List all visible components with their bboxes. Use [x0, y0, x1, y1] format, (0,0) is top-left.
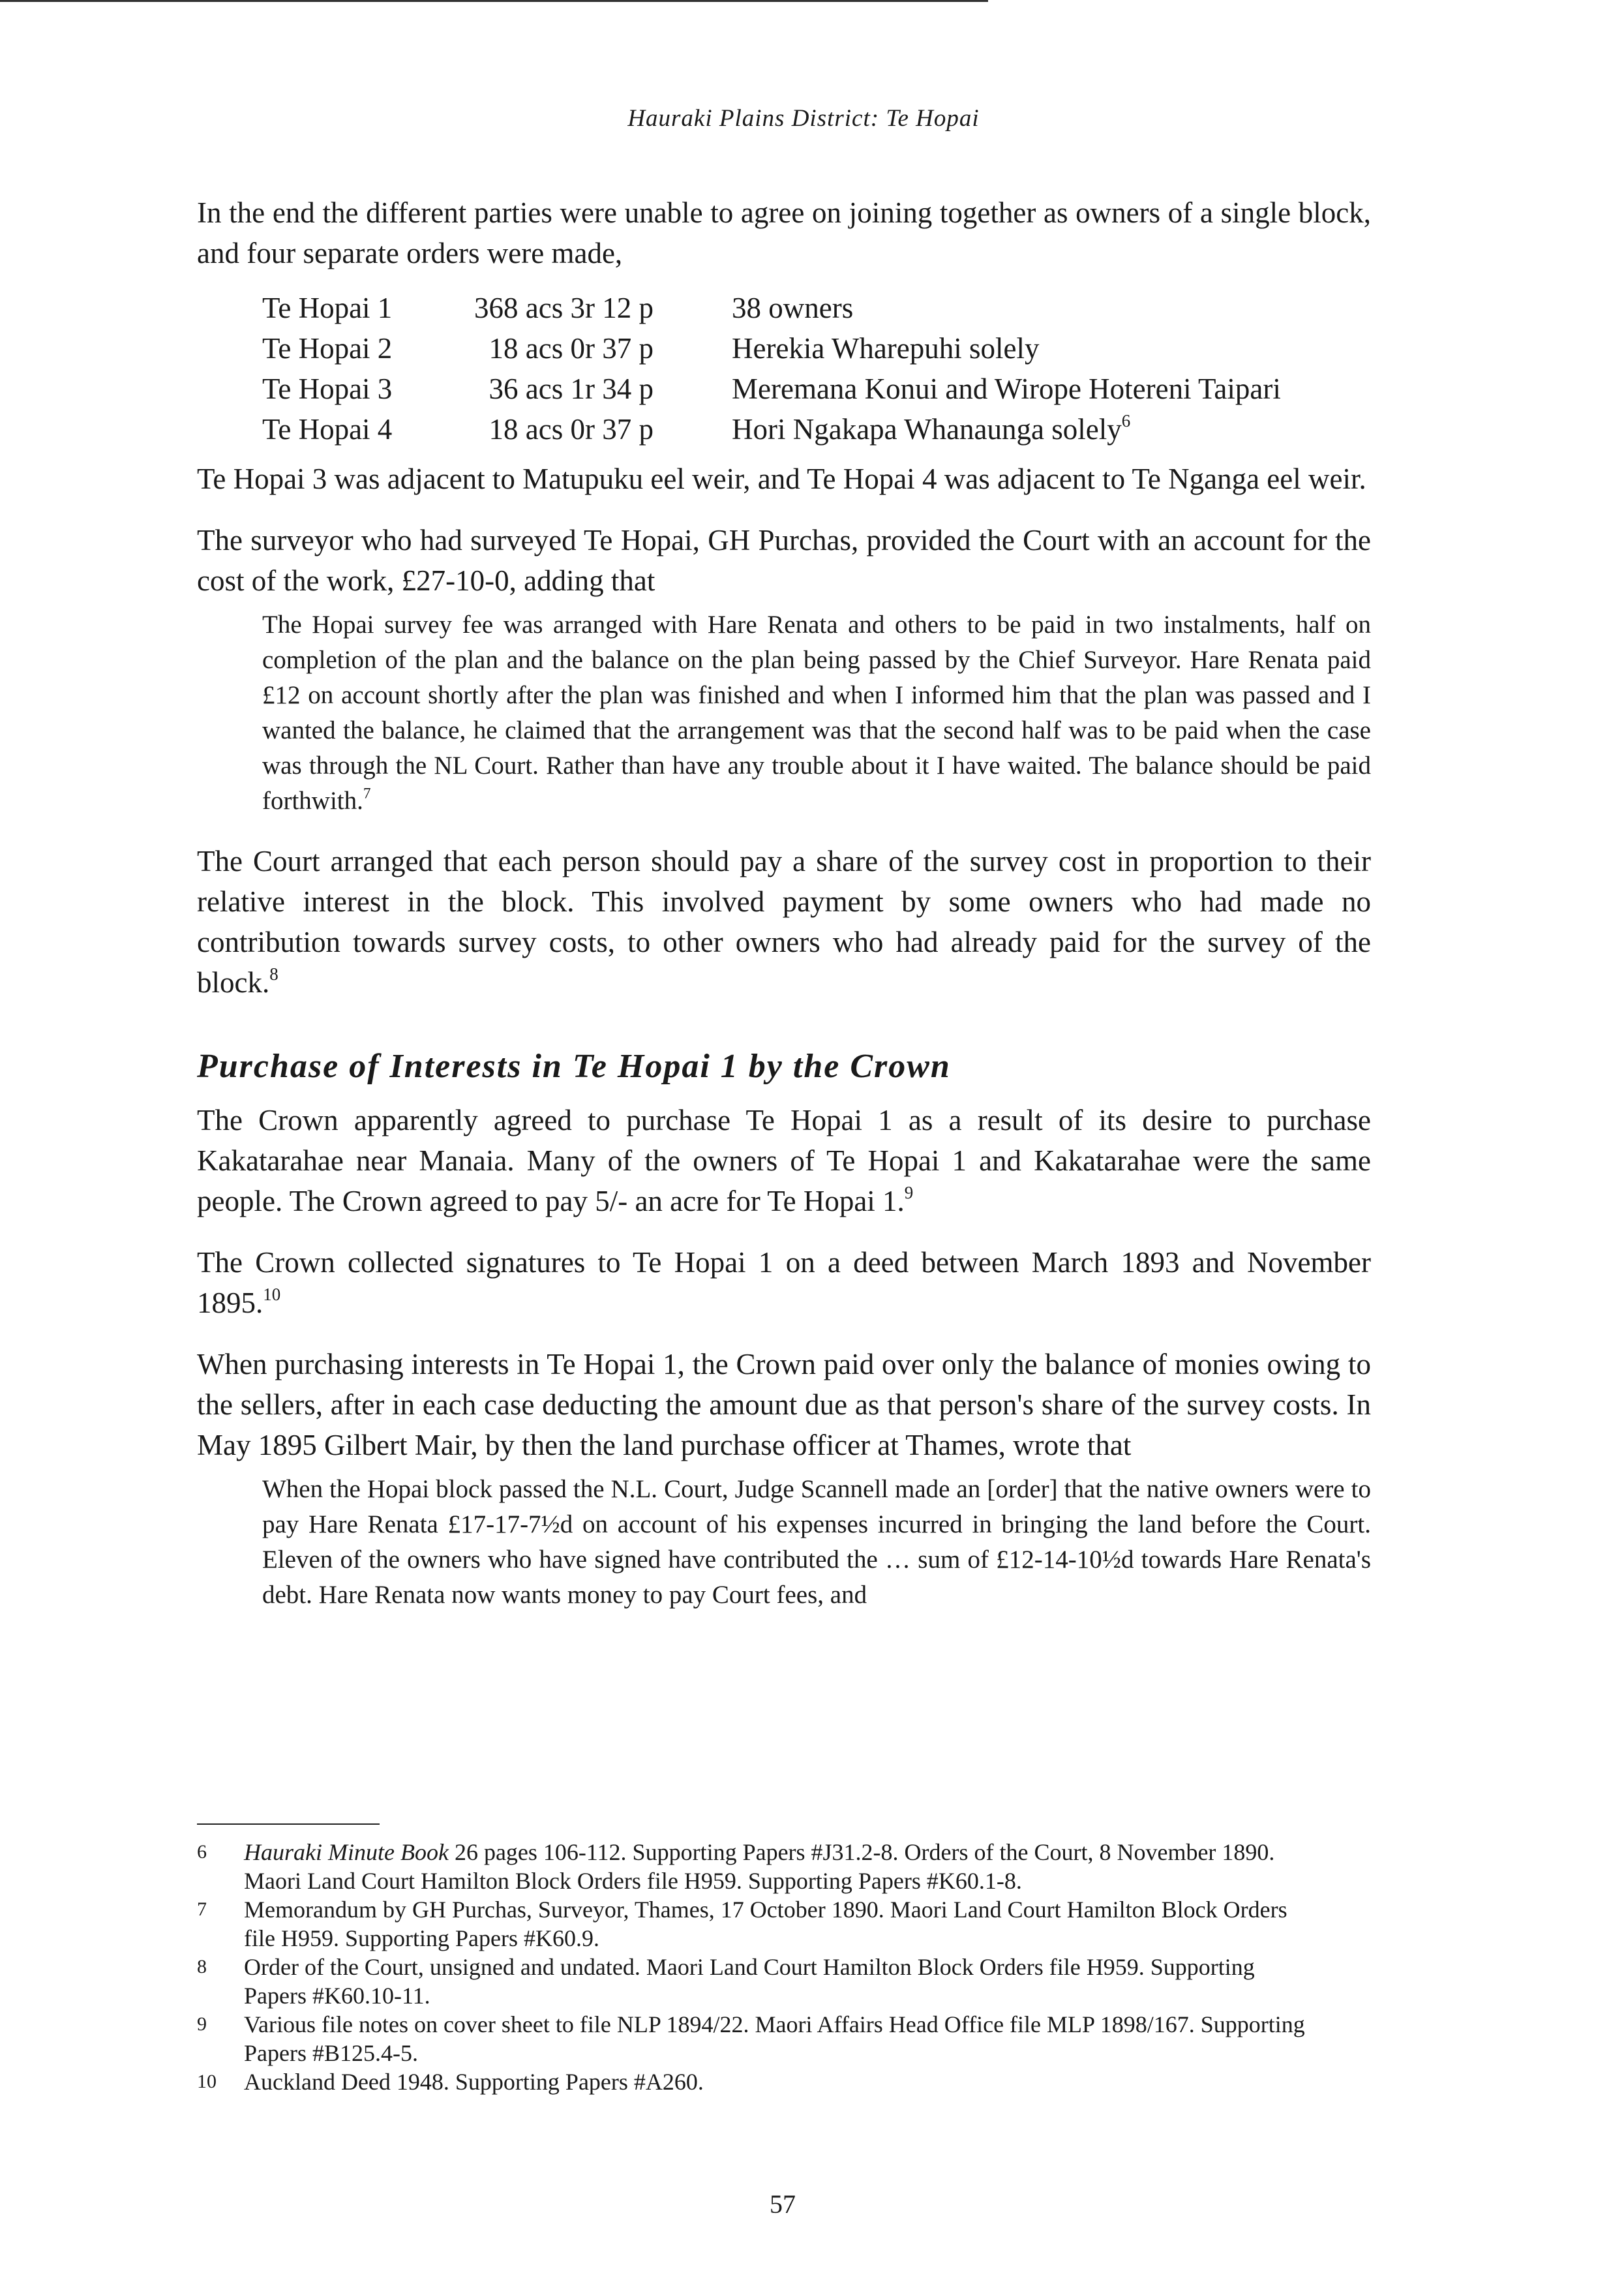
paragraph-3: The surveyor who had surveyed Te Hopai, GH Purchas, provided the Court with an account for the cost of the work, £27-10-0, adding that [197, 524, 1371, 597]
footnote-list [197, 1838, 1306, 2096]
footnote-body: Various file notes on cover sheet to file NLP 1894/22. Maori Affairs Head Office file MLP 1898/167. Supporting Papers #B125.4-5. [244, 2011, 1305, 2066]
footnote-number: 7 [197, 1898, 207, 1920]
footnote-text [244, 1838, 1306, 1895]
order-block-name: Te Hopai 3 [262, 373, 393, 405]
paragraph-2: Te Hopai 3 was adjacent to Matupuku eel weir, and Te Hopai 4 was adjacent to Te Nganga eel weir. [197, 463, 1366, 495]
footnote-number: 9 [197, 2013, 207, 2035]
order-area: 18 acs 0r 37 p [489, 413, 654, 446]
page-number: 57 [770, 2189, 796, 2219]
order-area-cell [464, 369, 732, 409]
footnote-7 [197, 1895, 1306, 1953]
footnote-6 [197, 1838, 1306, 1895]
footnote-ref-9: 9 [904, 1183, 914, 1203]
order-area-cell [464, 288, 732, 328]
footnote-text [244, 2010, 1306, 2067]
footnote-text [244, 1953, 1306, 2010]
order-owners: 38 owners [732, 292, 854, 324]
footnote-ref-7: 7 [363, 785, 371, 802]
footnote-ref-10: 10 [263, 1285, 281, 1305]
orders-table [262, 288, 1281, 450]
paragraph-6-text: The Crown collected signatures to Te Hopai 1 on a deed between March 1893 and November 1895. [197, 1246, 1371, 1319]
footnote-body: Auckland Deed 1948. Supporting Papers #A260. [244, 2069, 704, 2095]
order-row [262, 369, 1281, 409]
paragraph-5 [197, 1100, 1371, 1221]
quote-surveyor [262, 607, 1371, 819]
paragraph-6 [197, 1242, 1371, 1323]
footnote-number: 6 [197, 1841, 207, 1863]
order-area: 36 acs 1r 34 p [489, 373, 654, 405]
footnote-body: 26 pages 106-112. Supporting Papers #J31.2-8. Orders of the Court, 8 November 1890. Maori Land Court Hamilton Block Orders file H959. Supporting Papers #K60.1-8. [244, 1839, 1275, 1894]
order-footnote-ref: 6 [1121, 411, 1131, 431]
order-block-name: Te Hopai 1 [262, 292, 393, 324]
paragraph-4-text: The Court arranged that each person should pay a share of the survey cost in proportion to their relative interest in the block. This involved payment by some owners who had made no contribution towards survey costs, to other owners who had already paid for the survey of the block. [197, 845, 1371, 999]
footnote-text [244, 2067, 1306, 2096]
footnote-number: 10 [197, 2071, 217, 2092]
paragraph-7: When purchasing interests in Te Hopai 1, the Crown paid over only the balance of monies owing to the sellers, after in each case deducting the amount due as that person's share of the survey costs. In May 1895 Gilbert Mair, by then the land purchase officer at Thames, wrote that [197, 1348, 1371, 1461]
paragraph-4 [197, 841, 1371, 1003]
quote-mair: When the Hopai block passed the N.L. Court, Judge Scannell made an [order] that the native owners were to pay Hare Renata £17-17-7½d on account of his expenses incurred in bringing the land before the Court. Eleven of the owners who have signed have contributed the … sum of £12-14-10½d towards Hare Renata's debt. Hare Renata now wants money to pay Court fees, and [262, 1475, 1371, 1609]
order-row [262, 288, 1281, 328]
quote-surveyor-text: The Hopai survey fee was arranged with Hare Renata and others to be paid in two instalments, half on completion of the plan and the balance on the plan being passed by the Chief Surveyor. Hare Renata paid £12 on account shortly after the plan was finished and when I informed him that the plan was passed and I wanted the balance, he claimed that the arrangement was that the second half was to be paid when the case was through the NL Court. Rather than have any trouble about it I have waited. The balance should be paid forthwith. [262, 611, 1371, 815]
order-owners: Meremana Konui and Wirope Hotereni Taipari [732, 373, 1281, 405]
order-owners-cell [732, 288, 1281, 328]
order-area-cell [464, 328, 732, 369]
footnote-number: 8 [197, 1956, 207, 1977]
footnote-body: Memorandum by GH Purchas, Surveyor, Thames, 17 October 1890. Maori Land Court Hamilton Block Orders file H959. Supporting Papers #K60.9. [244, 1897, 1287, 1951]
order-owners-cell [732, 328, 1281, 369]
paragraph-1: In the end the different parties were unable to agree on joining together as owners of a single block, and four separate orders were made, [197, 196, 1371, 269]
order-area: 368 acs 3r 12 p [474, 292, 654, 324]
footnote-text [244, 1895, 1306, 1953]
order-owners: Herekia Wharepuhi solely [732, 332, 1040, 365]
page-body [197, 104, 1371, 1635]
top-rule [0, 0, 988, 2]
order-area-cell [464, 409, 732, 450]
footnotes [197, 1823, 1306, 2096]
running-head: Hauraki Plains District: Te Hopai [627, 105, 980, 132]
order-owners: Hori Ngakapa Whanaunga solely [732, 413, 1122, 446]
paragraph-5-text: The Crown apparently agreed to purchase Te Hopai 1 as a result of its desire to purchase Kakatarahae near Manaia. Many of the owners of Te Hopai 1 and Kakatarahae were the same people. The Crown agreed to pay 5/- an acre for Te Hopai 1. [197, 1104, 1371, 1217]
order-block-name: Te Hopai 4 [262, 413, 393, 446]
order-area: 18 acs 0r 37 p [489, 332, 654, 365]
order-owners-cell [732, 369, 1281, 409]
footnote-ref-8: 8 [269, 964, 278, 984]
order-block-name: Te Hopai 2 [262, 332, 393, 365]
order-owners-cell [732, 409, 1281, 450]
footnote-10 [197, 2067, 1306, 2096]
section-heading: Purchase of Interests in Te Hopai 1 by the Crown [197, 1048, 951, 1085]
order-row [262, 409, 1281, 450]
footnote-body: Order of the Court, unsigned and undated. Maori Land Court Hamilton Block Orders file H959. Supporting Papers #K60.10-11. [244, 1954, 1255, 2009]
footnote-italic-title: Hauraki Minute Book [244, 1839, 449, 1865]
footnote-8 [197, 1953, 1306, 2010]
order-row [262, 328, 1281, 369]
footnote-rule [197, 1823, 380, 1825]
footnote-9 [197, 2010, 1306, 2067]
